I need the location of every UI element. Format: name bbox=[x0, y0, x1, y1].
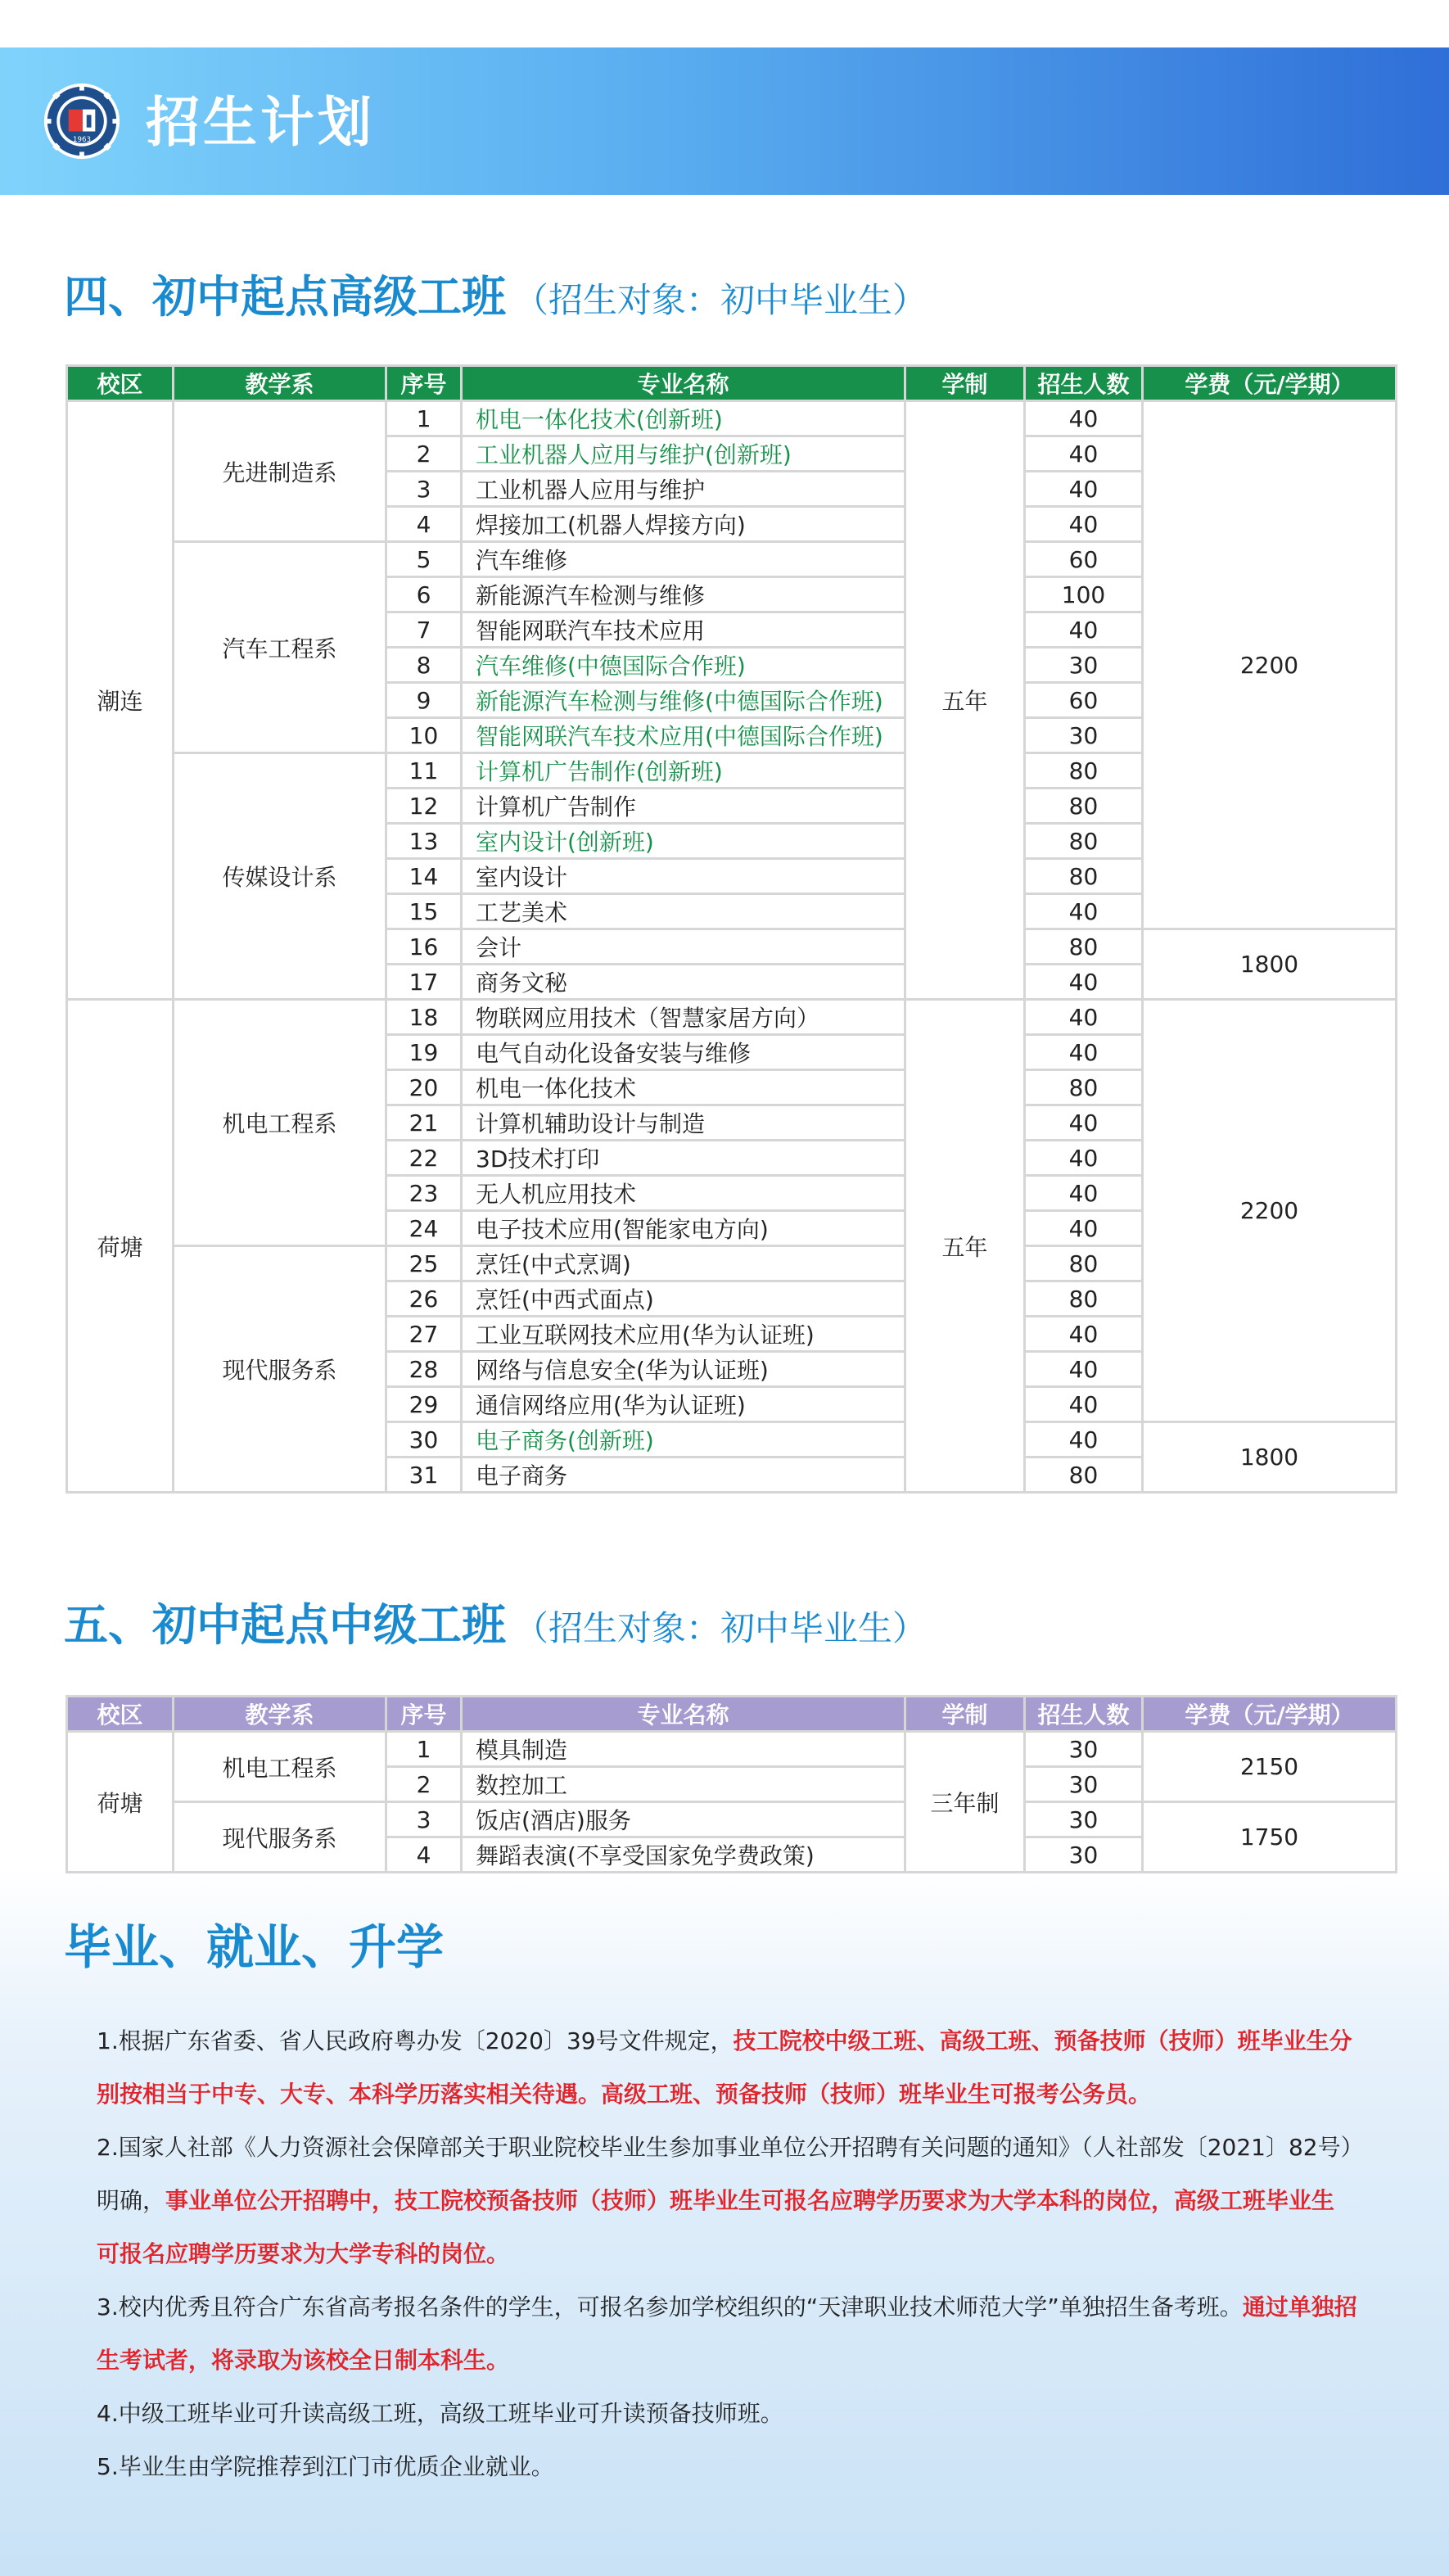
header-no: 序号 bbox=[386, 1697, 462, 1732]
header-dept: 教学系 bbox=[174, 1697, 386, 1732]
row-no: 13 bbox=[386, 824, 462, 859]
row-major: 饭店(酒店)服务 bbox=[462, 1802, 905, 1837]
row-count: 40 bbox=[1025, 507, 1143, 542]
row-count: 40 bbox=[1025, 1141, 1143, 1176]
row-no: 16 bbox=[386, 929, 462, 965]
row-no: 12 bbox=[386, 789, 462, 824]
row-count: 40 bbox=[1025, 894, 1143, 929]
senior-class-table bbox=[65, 364, 1397, 1494]
row-no: 25 bbox=[386, 1246, 462, 1281]
row-count: 80 bbox=[1025, 859, 1143, 894]
header-count: 招生人数 bbox=[1025, 366, 1143, 401]
row-major: 电子商务 bbox=[462, 1457, 905, 1493]
row-count: 40 bbox=[1025, 472, 1143, 507]
row-no: 27 bbox=[386, 1317, 462, 1352]
fee-cell: 1800 bbox=[1143, 1422, 1397, 1493]
row-count: 40 bbox=[1025, 1352, 1143, 1387]
table-row bbox=[67, 1802, 1397, 1837]
dept-cell: 汽车工程系 bbox=[174, 542, 386, 753]
dept-cell: 机电工程系 bbox=[174, 1000, 386, 1246]
row-major: 智能网联汽车技术应用(中德国际合作班) bbox=[462, 718, 905, 753]
row-no: 4 bbox=[386, 507, 462, 542]
row-major: 机电一体化技术(创新班) bbox=[462, 401, 905, 436]
row-count: 80 bbox=[1025, 929, 1143, 965]
row-no: 7 bbox=[386, 612, 462, 648]
school-logo-icon bbox=[43, 82, 121, 160]
svg-text:1963: 1963 bbox=[73, 135, 91, 144]
row-count: 30 bbox=[1025, 1802, 1143, 1837]
row-no: 26 bbox=[386, 1281, 462, 1317]
table-row bbox=[67, 401, 1397, 436]
row-count: 40 bbox=[1025, 1035, 1143, 1070]
row-major: 计算机辅助设计与制造 bbox=[462, 1105, 905, 1141]
row-major: 汽车维修 bbox=[462, 542, 905, 577]
row-no: 3 bbox=[386, 472, 462, 507]
row-no: 29 bbox=[386, 1387, 462, 1422]
row-no: 11 bbox=[386, 753, 462, 789]
header-dept: 教学系 bbox=[174, 366, 386, 401]
table-header-row bbox=[67, 366, 1397, 401]
section5-subtitle: （招生对象：初中毕业生） bbox=[514, 1608, 928, 1648]
header-duration: 学制 bbox=[905, 366, 1025, 401]
row-count: 40 bbox=[1025, 1317, 1143, 1352]
row-no: 28 bbox=[386, 1352, 462, 1387]
row-count: 80 bbox=[1025, 1281, 1143, 1317]
header-fee: 学费（元/学期） bbox=[1143, 1697, 1397, 1732]
row-no: 1 bbox=[386, 1732, 462, 1767]
row-no: 2 bbox=[386, 1767, 462, 1802]
section5-heading: 五、初中起点中级工班 bbox=[64, 1599, 506, 1651]
row-major: 机电一体化技术 bbox=[462, 1070, 905, 1105]
row-no: 21 bbox=[386, 1105, 462, 1141]
row-no: 6 bbox=[386, 577, 462, 612]
header-duration: 学制 bbox=[905, 1697, 1025, 1732]
campus-cell: 荷塘 bbox=[67, 1000, 174, 1493]
row-major: 烹饪(中式烹调) bbox=[462, 1246, 905, 1281]
row-no: 3 bbox=[386, 1802, 462, 1837]
row-count: 80 bbox=[1025, 1246, 1143, 1281]
row-major: 室内设计 bbox=[462, 859, 905, 894]
header-no: 序号 bbox=[386, 366, 462, 401]
row-major: 智能网联汽车技术应用 bbox=[462, 612, 905, 648]
note-2 bbox=[97, 2121, 1357, 2280]
row-count: 80 bbox=[1025, 1070, 1143, 1105]
note-2-emphasis: 事业单位公开招聘中，技工院校预备技师（技师）班毕业生可报名应聘学历要求为大学本科的岗位，高级工班毕业生可报名应聘学历要求为大学专科的岗位。 bbox=[97, 2187, 1335, 2267]
middle-class-table bbox=[65, 1695, 1397, 1873]
row-count: 30 bbox=[1025, 1767, 1143, 1802]
row-no: 14 bbox=[386, 859, 462, 894]
row-no: 2 bbox=[386, 436, 462, 472]
row-no: 17 bbox=[386, 965, 462, 1000]
dept-cell: 机电工程系 bbox=[174, 1732, 386, 1802]
row-count: 40 bbox=[1025, 1211, 1143, 1246]
table-row bbox=[67, 1000, 1397, 1035]
table-row bbox=[67, 1732, 1397, 1767]
row-count: 40 bbox=[1025, 1176, 1143, 1211]
fee-cell: 2200 bbox=[1143, 1000, 1397, 1422]
campus-cell: 潮连 bbox=[67, 401, 174, 1000]
row-major: 电子商务(创新班) bbox=[462, 1422, 905, 1457]
row-major: 工业互联网技术应用(华为认证班) bbox=[462, 1317, 905, 1352]
header-count: 招生人数 bbox=[1025, 1697, 1143, 1732]
dept-cell: 先进制造系 bbox=[174, 401, 386, 542]
row-no: 20 bbox=[386, 1070, 462, 1105]
note-1-text: 1.根据广东省委、省人民政府粤办发〔2020〕39号文件规定， bbox=[97, 2027, 734, 2054]
row-count: 30 bbox=[1025, 718, 1143, 753]
duration-cell: 五年 bbox=[905, 1000, 1025, 1493]
row-count: 100 bbox=[1025, 577, 1143, 612]
row-major: 焊接加工(机器人焊接方向) bbox=[462, 507, 905, 542]
row-major: 工业机器人应用与维护 bbox=[462, 472, 905, 507]
row-no: 24 bbox=[386, 1211, 462, 1246]
row-count: 30 bbox=[1025, 1732, 1143, 1767]
fee-cell: 2200 bbox=[1143, 401, 1397, 929]
row-count: 80 bbox=[1025, 789, 1143, 824]
row-count: 40 bbox=[1025, 1422, 1143, 1457]
header-campus: 校区 bbox=[67, 366, 174, 401]
row-major: 新能源汽车检测与维修(中德国际合作班) bbox=[462, 683, 905, 718]
section4-title bbox=[64, 269, 927, 329]
row-no: 22 bbox=[386, 1141, 462, 1176]
row-count: 60 bbox=[1025, 683, 1143, 718]
row-no: 30 bbox=[386, 1422, 462, 1457]
dept-cell: 现代服务系 bbox=[174, 1802, 386, 1873]
row-no: 23 bbox=[386, 1176, 462, 1211]
dept-cell: 现代服务系 bbox=[174, 1246, 386, 1493]
note-1 bbox=[97, 2014, 1357, 2121]
fee-cell: 1750 bbox=[1143, 1802, 1397, 1873]
row-major: 工艺美术 bbox=[462, 894, 905, 929]
row-count: 80 bbox=[1025, 1457, 1143, 1493]
row-major: 工业机器人应用与维护(创新班) bbox=[462, 436, 905, 472]
row-count: 60 bbox=[1025, 542, 1143, 577]
row-no: 10 bbox=[386, 718, 462, 753]
row-no: 9 bbox=[386, 683, 462, 718]
row-major: 无人机应用技术 bbox=[462, 1176, 905, 1211]
duration-cell: 五年 bbox=[905, 401, 1025, 1000]
table-header-row bbox=[67, 1697, 1397, 1732]
row-no: 1 bbox=[386, 401, 462, 436]
note-1-emphasis: 技工院校中级工班、高级工班、预备技师（技师）班毕业生分别按相当于中专、大专、本科学历落实相关待遇。高级工班、预备技师（技师）班毕业生可报考公务员。 bbox=[97, 2027, 1352, 2108]
note-3-text: 3.校内优秀且符合广东省高考报名条件的学生，可报名参加学校组织的“天津职业技术师范大学”单独招生备考班。 bbox=[97, 2294, 1243, 2321]
note-2-text: 2.国家人社部《人力资源社会保障部关于职业院校毕业生参加事业单位公开招聘有关问题的通知》（人社部发〔2021〕82号）明确， bbox=[97, 2134, 1352, 2214]
row-count: 80 bbox=[1025, 753, 1143, 789]
row-no: 19 bbox=[386, 1035, 462, 1070]
row-no: 8 bbox=[386, 648, 462, 683]
row-major: 计算机广告制作 bbox=[462, 789, 905, 824]
row-major: 室内设计(创新班) bbox=[462, 824, 905, 859]
fee-cell: 1800 bbox=[1143, 929, 1397, 1000]
duration-cell: 三年制 bbox=[905, 1732, 1025, 1873]
header-campus: 校区 bbox=[67, 1697, 174, 1732]
row-no: 31 bbox=[386, 1457, 462, 1493]
note-3 bbox=[97, 2280, 1357, 2387]
section4-subtitle: （招生对象：初中毕业生） bbox=[514, 280, 928, 320]
row-count: 30 bbox=[1025, 648, 1143, 683]
header-major: 专业名称 bbox=[462, 366, 905, 401]
dept-cell: 传媒设计系 bbox=[174, 753, 386, 1000]
row-count: 40 bbox=[1025, 401, 1143, 436]
fee-cell: 2150 bbox=[1143, 1732, 1397, 1802]
row-major: 烹饪(中西式面点) bbox=[462, 1281, 905, 1317]
row-count: 40 bbox=[1025, 436, 1143, 472]
row-count: 40 bbox=[1025, 612, 1143, 648]
row-major: 3D技术打印 bbox=[462, 1141, 905, 1176]
row-no: 15 bbox=[386, 894, 462, 929]
row-major: 会计 bbox=[462, 929, 905, 965]
row-major: 电气自动化设备安装与维修 bbox=[462, 1035, 905, 1070]
header-major: 专业名称 bbox=[462, 1697, 905, 1732]
graduation-heading: 毕业、就业、升学 bbox=[64, 1919, 445, 1975]
row-no: 18 bbox=[386, 1000, 462, 1035]
row-major: 电子技术应用(智能家电方向) bbox=[462, 1211, 905, 1246]
note-3-emphasis: 通过单独招生考试者，将录取为该校全日制本科生。 bbox=[97, 2294, 1357, 2374]
note-5: 5.毕业生由学院推荐到江门市优质企业就业。 bbox=[97, 2453, 554, 2480]
header-fee: 学费（元/学期） bbox=[1143, 366, 1397, 401]
row-count: 30 bbox=[1025, 1837, 1143, 1873]
section4-heading: 四、初中起点高级工班 bbox=[64, 271, 506, 323]
row-major: 新能源汽车检测与维修 bbox=[462, 577, 905, 612]
note-4: 4.中级工班毕业可升读高级工班，高级工班毕业可升读预备技师班。 bbox=[97, 2400, 783, 2427]
row-major: 汽车维修(中德国际合作班) bbox=[462, 648, 905, 683]
row-no: 5 bbox=[386, 542, 462, 577]
row-major: 网络与信息安全(华为认证班) bbox=[462, 1352, 905, 1387]
row-major: 数控加工 bbox=[462, 1767, 905, 1802]
page-title: 招生计划 bbox=[146, 91, 375, 154]
row-major: 模具制造 bbox=[462, 1732, 905, 1767]
row-major: 商务文秘 bbox=[462, 965, 905, 1000]
row-count: 40 bbox=[1025, 1000, 1143, 1035]
graduation-notes bbox=[97, 2014, 1357, 2493]
row-no: 4 bbox=[386, 1837, 462, 1873]
row-major: 舞蹈表演(不享受国家免学费政策) bbox=[462, 1837, 905, 1873]
campus-cell: 荷塘 bbox=[67, 1732, 174, 1873]
row-count: 40 bbox=[1025, 965, 1143, 1000]
row-count: 40 bbox=[1025, 1105, 1143, 1141]
row-count: 40 bbox=[1025, 1387, 1143, 1422]
row-major: 物联网应用技术（智慧家居方向） bbox=[462, 1000, 905, 1035]
row-count: 80 bbox=[1025, 824, 1143, 859]
section5-title bbox=[64, 1597, 927, 1657]
row-major: 计算机广告制作(创新班) bbox=[462, 753, 905, 789]
row-major: 通信网络应用(华为认证班) bbox=[462, 1387, 905, 1422]
